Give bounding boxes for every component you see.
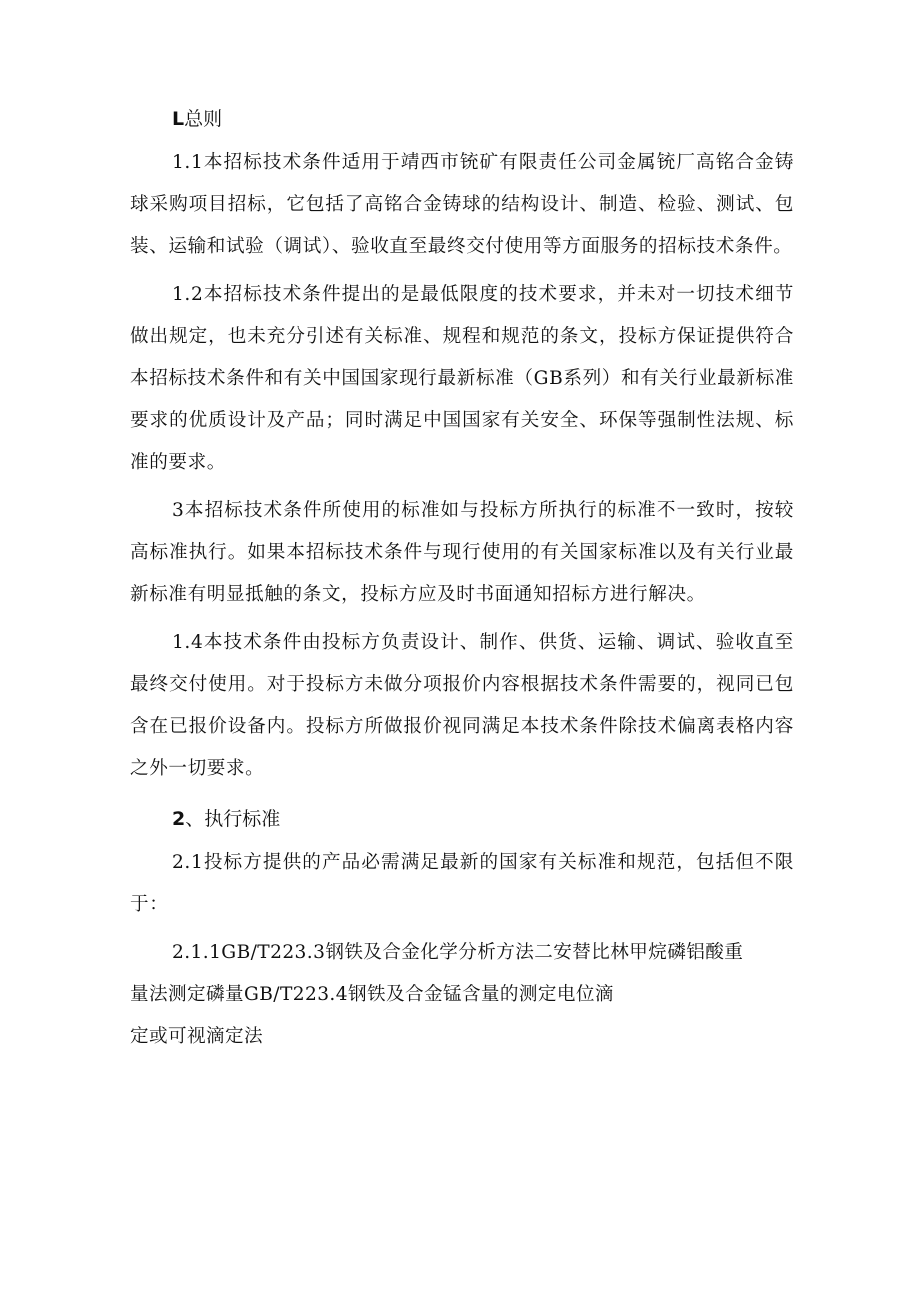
- paragraph-1-2: 1.2本招标技术条件提出的是最低限度的技术要求，并未对一切技术细节做出规定，也未充分引述有关标准、规程和规范的条文，投标方保证提供符合本招标技术条件和有关中国国家现行最新标准（GB系列）和有关行业最新标准要求的优质设计及产品；同时满足中国国家有关安全、环保等强制性法规、标准的要求。: [130, 284, 794, 473]
- paragraph-1-4: 1.4本技术条件由投标方负责设计、制作、供货、运输、调试、验收直至最终交付使用。对于投标方未做分项报价内容根据技术条件需要的，视同已包含在已报价设备内。投标方所做报价视同满足本技术条件除技术偏离表格内容之外一切要求。: [130, 632, 794, 779]
- paragraph-2-1: 2.1投标方提供的产品必需满足最新的国家有关标准和规范，包括但不限于：: [130, 852, 794, 915]
- section-2-heading: [130, 796, 794, 842]
- section-1-heading: [130, 96, 794, 142]
- standard-line-3: 定或可视滴定法: [130, 1026, 263, 1047]
- standard-line-1: 2.1.1GB/T223.3钢铁及合金化学分析方法二安替比林甲烷磷铝酸重: [172, 942, 744, 963]
- section-1-title: 总则: [184, 108, 223, 130]
- paragraph-1-1: 1.1本招标技术条件适用于靖西市铳矿有限责任公司金属铳厂高铭合金铸球采购项目招标，它包括了高铭合金铸球的结构设计、制造、检验、测试、包装、运输和试验（调试）、验收直至最终交付使用等方面服务的招标技术条件。: [130, 152, 794, 257]
- section-2-number: 2: [172, 808, 186, 830]
- paragraph-1-3: 3本招标技术条件所使用的标准如与投标方所执行的标准不一致时，按较高标准执行。如果本招标技术条件与现行使用的有关国家标准以及有关行业最新标准有明显抵触的条文，投标方应及时书面通知招标方进行解决。: [130, 500, 794, 605]
- document-page: [130, 96, 794, 1058]
- section-1-number: L: [172, 108, 185, 130]
- standard-line-2: 量法测定磷量GB/T223.4钢铁及合金锰含量的测定电位滴: [130, 984, 614, 1005]
- section-2-title: 、执行标准: [185, 808, 281, 830]
